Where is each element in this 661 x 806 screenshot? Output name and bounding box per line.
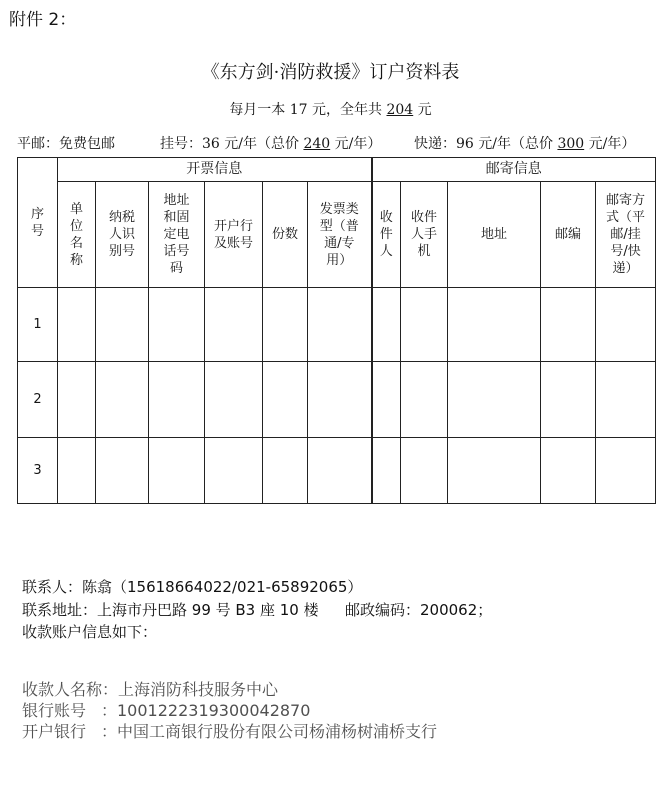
blank-cell [308,362,372,438]
col-header-copies: 份数 [263,182,308,288]
blank-cell [372,362,401,438]
contact-person: 联系人：陈翕（15618664022/021-65892065） [22,578,363,596]
blank-cell [541,362,596,438]
blank-cell [401,438,448,504]
blank-cell [372,288,401,362]
blank-cell [401,288,448,362]
contact-postcode: 邮政编码：200062； [345,601,493,619]
price-suffix: 元 [413,102,432,118]
blank-cell [58,288,96,362]
bank-branch-name: ：中国工商银行股份有限公司杨浦杨树浦桥支行 [101,722,438,741]
col-header-unit-name: 单 位 名 称 [58,182,96,288]
bank-account-number: ：1001222319300042870 [101,701,311,720]
table-body [18,288,656,504]
bank-account-label: 银行账号 [22,701,87,720]
blank-cell [58,362,96,438]
blank-cell [263,362,308,438]
table-row [18,438,656,504]
price-prefix: 每月一本 17 元，全年共 [229,102,387,118]
account-info-intro: 收款账户信息如下： [22,623,158,641]
contact-address: 联系地址：上海市丹巴路 99 号 B3 座 10 楼 [22,601,319,619]
registered-prefix: 挂号：36 元/年（总价 [160,136,304,152]
blank-cell [541,288,596,362]
blank-cell [308,438,372,504]
blank-cell [263,288,308,362]
express-prefix: 快递：96 元/年（总价 [414,136,558,152]
blank-cell [448,288,541,362]
col-header-mail-address: 地址 [448,182,541,288]
col-header-tax-id: 纳税 人识 别号 [96,182,149,288]
price-line [0,99,661,119]
blank-cell [541,438,596,504]
table-row [18,288,656,362]
blank-cell [596,438,656,504]
blank-cell [308,288,372,362]
col-header-seq: 序 号 [18,158,58,288]
row-number: 3 [18,438,58,504]
blank-cell [96,362,149,438]
annual-total: 204 [386,102,414,118]
shipping-express [414,133,635,153]
express-total: 300 [557,136,585,152]
blank-cell [448,362,541,438]
express-suffix: 元/年） [584,136,636,152]
registered-suffix: 元/年） [330,136,382,152]
col-header-bank-account: 开户行 及账号 [205,182,263,288]
blank-cell [96,288,149,362]
blank-cell [401,362,448,438]
bank-branch-label: 开户银行 [22,722,87,741]
table-row [18,362,656,438]
subscriber-form-table [17,157,656,504]
shipping-flat-mail: 平邮：免费包邮 [17,136,115,152]
blank-cell [596,288,656,362]
col-header-recipient: 收 件 人 [372,182,401,288]
blank-cell [596,362,656,438]
blank-cell [96,438,149,504]
blank-cell [149,438,205,504]
attachment-label: 附件 2： [9,10,77,30]
blank-cell [263,438,308,504]
col-header-delivery-method: 邮寄方 式（平 邮/挂 号/快 递） [596,182,656,288]
registered-total: 240 [303,136,331,152]
col-header-invoice-type: 发票类 型（普 通/专 用） [308,182,372,288]
col-header-postcode: 邮编 [541,182,596,288]
group-header-invoice: 开票信息 [58,158,372,182]
blank-cell [205,362,263,438]
blank-cell [448,438,541,504]
row-number: 2 [18,362,58,438]
bank-payee-name: 收款人名称：上海消防科技服务中心 [22,680,279,699]
blank-cell [58,438,96,504]
blank-cell [205,288,263,362]
col-header-recipient-phone: 收件 人手 机 [401,182,448,288]
blank-cell [149,288,205,362]
form-title: 《东方剑·消防救援》订户资料表 [201,62,460,83]
blank-cell [205,438,263,504]
shipping-registered [160,133,381,153]
group-header-mailing: 邮寄信息 [372,158,656,182]
blank-cell [372,438,401,504]
col-header-address-phone: 地址 和固 定电 话号 码 [149,182,205,288]
blank-cell [149,362,205,438]
row-number: 1 [18,288,58,362]
